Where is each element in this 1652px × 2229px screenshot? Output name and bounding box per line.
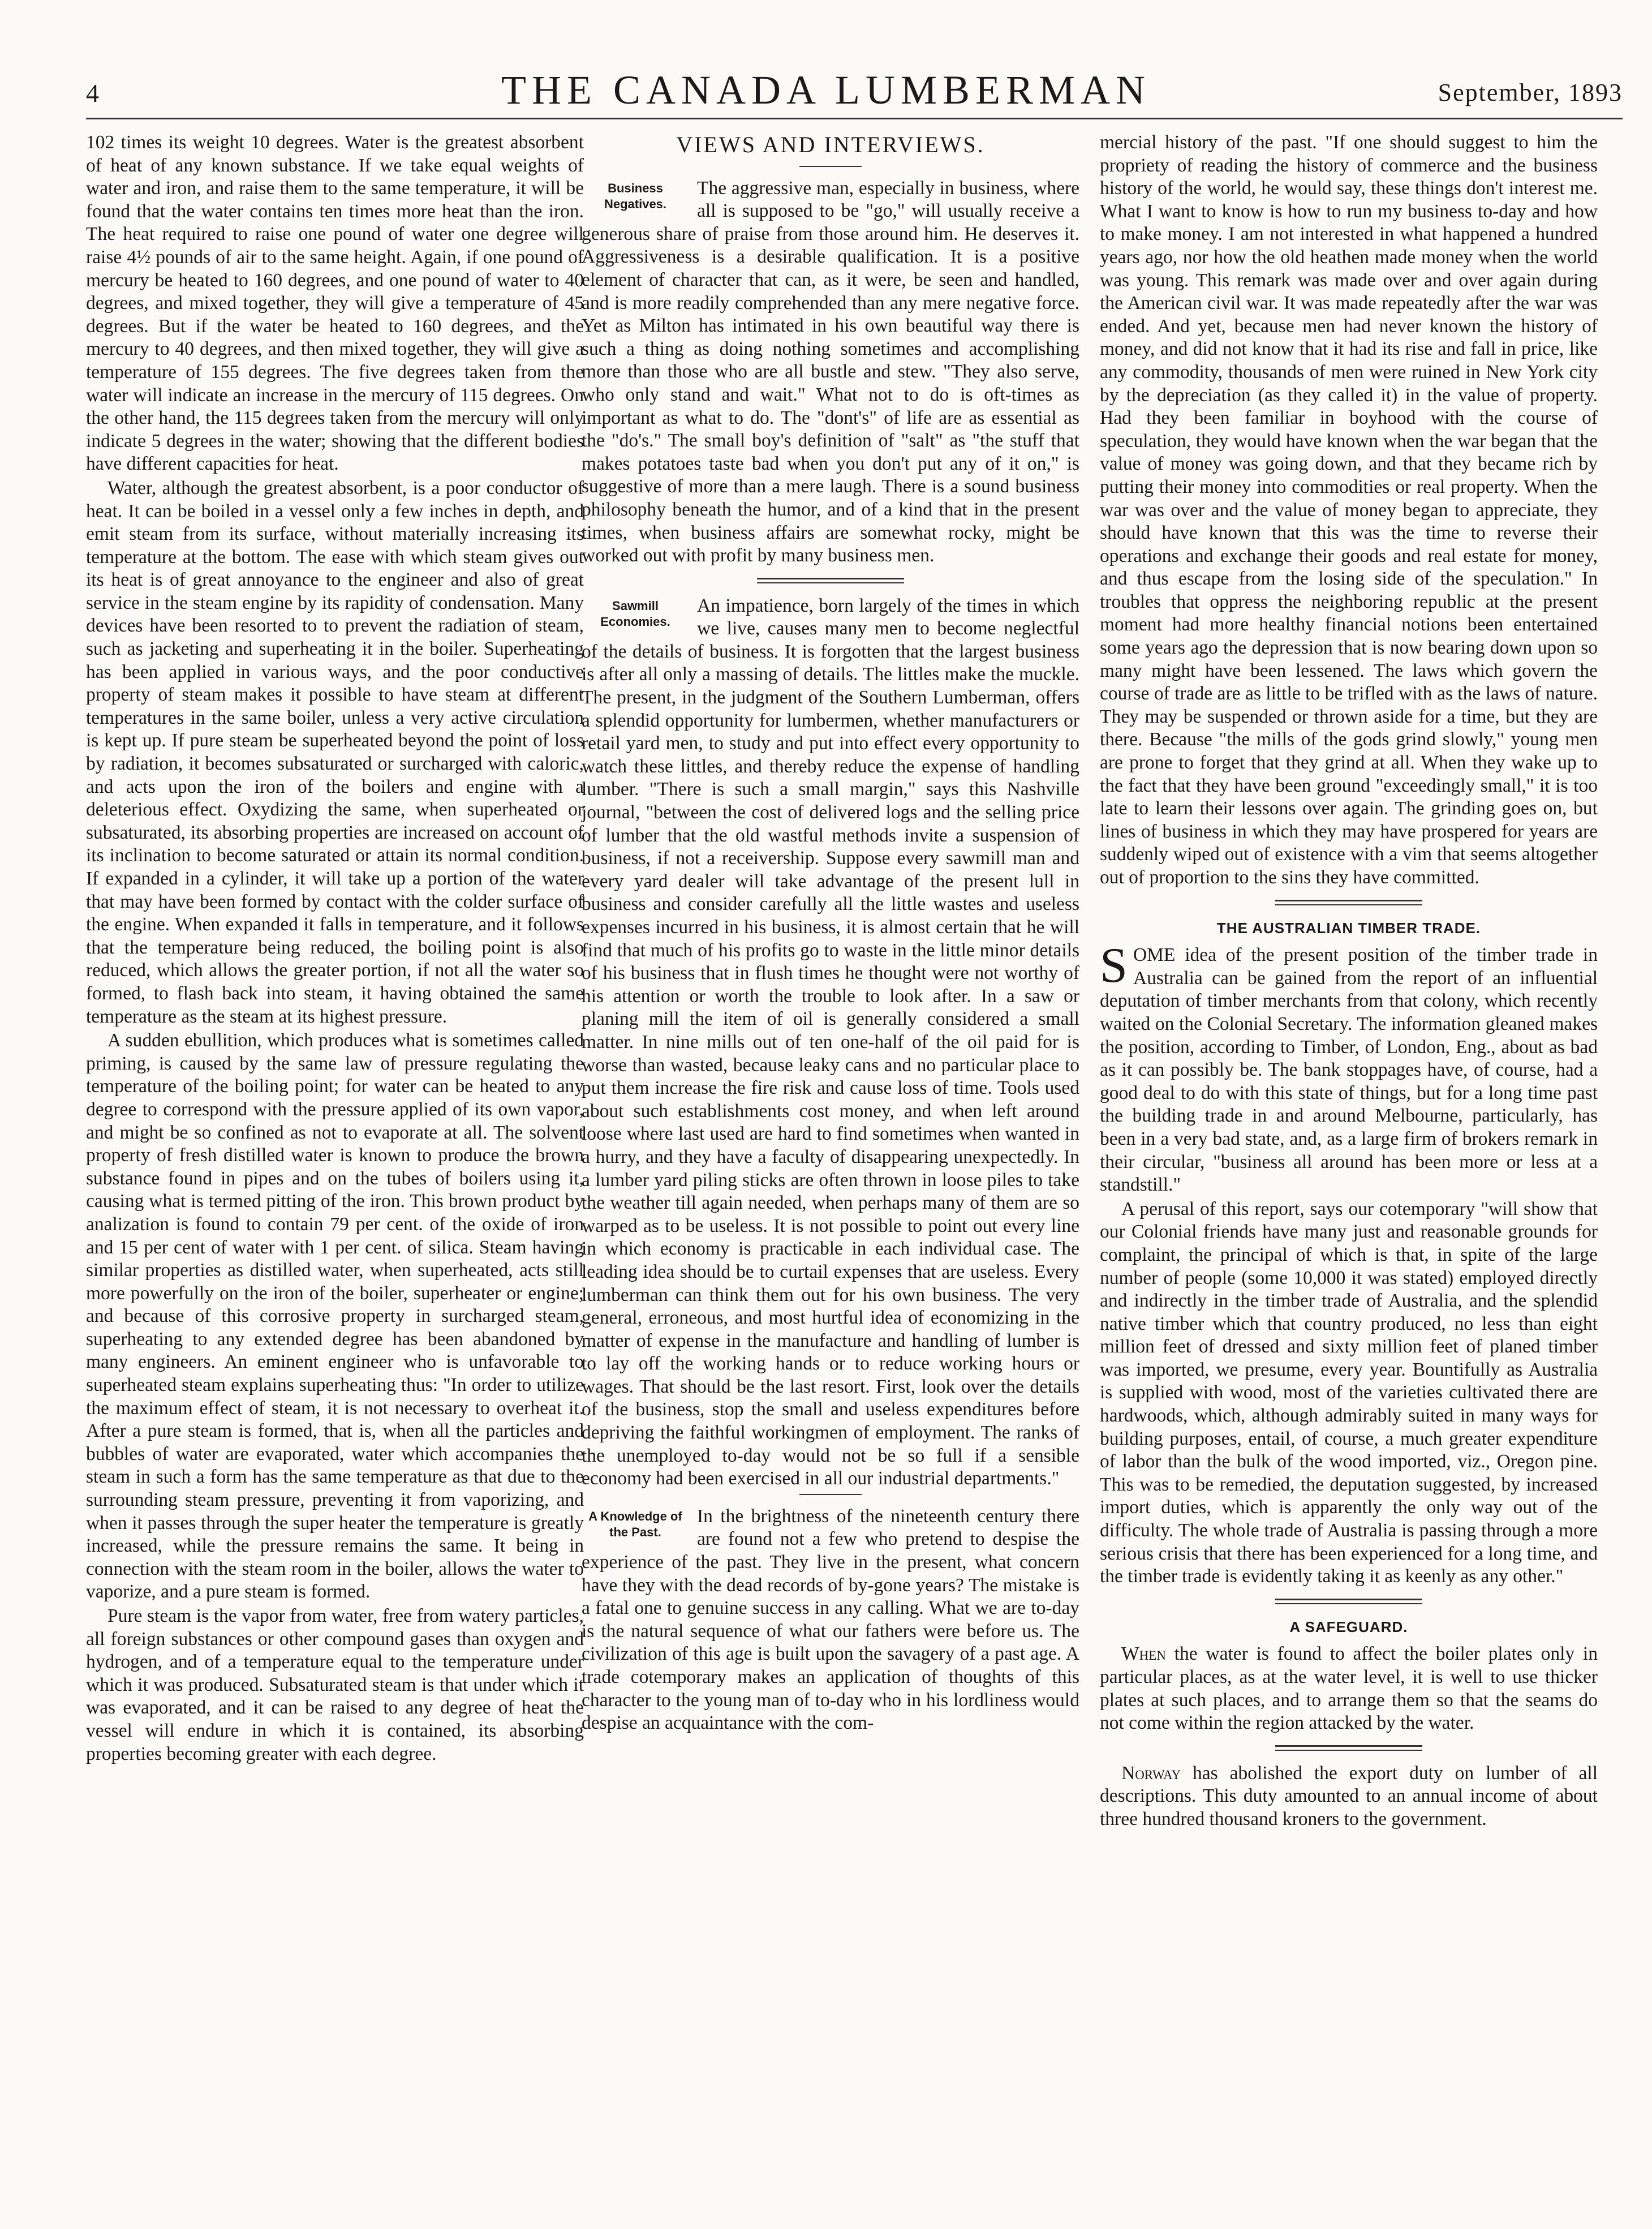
paragraph: Water, although the greatest absorbent, is a poor conductor of heat. It can be boiled in a vessel only a few inches in depth, and emit steam from its surface, without materially increasing its temperature at the bottom. The ease with which steam gives out its heat is of great annoyance to the engineer and also of great service in the steam engine by its rapidity of condensation. Many devices have been resorted to to prevent the radiation of steam, such as jacketing and superheating it in the boiler. Superheating has been applied in various ways, and the poor conductive property of steam makes it possible to have steam at different temperatures in the same boiler, unless a very active circulation is kept up. If pure steam be superheated beyond the point of loss by radiation, it becomes subsaturated or surcharged with caloric, and acts upon the iron of the boilers and engine with a deleterious effect. Oxydizing the same, when superheated or subsaturated, its absorbing properties are increased on account of its inclination to become saturated or attain its normal condition. If expanded in a cylinder, it will take up a portion of the water that may have been formed by contact with the colder surface of the engine. When expanded it falls in temperature, and it follows that the temperature being reduced, the boiling point is also reduced, which allows the greater portion, if not all the water so formed, to flash back into steam, it having obtained the same temperature as the steam at its highest pressure. <box>86 477 584 1027</box>
issue-date: September, 1893 <box>1438 79 1623 106</box>
side-label: A Knowledge of the Past. <box>588 1509 682 1539</box>
paragraph: In the brightness of the nineteenth century there are found not a few who pretend to despise the experience of the past. They live in the present, what concern have they with the dead records of by-gone years? The mistake is a fatal one to genuine success in any calling. What we are to-day is the natural sequence of what our fathers were before us. The civilization of this age is built upon the savagery of a past age. A trade cotemporary makes an application of thoughts of this character to the young man of to-day who in his lordliness would despise an acquaintance with the com- <box>582 1505 1079 1734</box>
paragraph: The aggressive man, especially in business, where all is supposed to be "go," will usually receive a generous share of praise from those around him. He deserves it. Aggressiveness is a desirable qualification. It is a positive element of character that can, as it were, be seen and handled, and is more readily comprehended than any mere negative force. Yet as Milton has intimated in his own beautiful way there is such a thing as doing nothing sometimes and accomplishing more than those who are all bustle and stew. "They also serve, who only stand and wait." What not to do is oft-times as important as what to do. The "dont's" of life are as essential as the "do's." The small boy's definition of "salt" as "the stuff that makes potatoes taste bad when you don't put any of it on," is suggestive of more than a mere laugh. There is a sound business philosophy beneath the humor, and of a kind that in the present times, when business affairs are somewhat rocky, might be worked out with profit by many business men. <box>582 177 1079 566</box>
column-1 <box>86 131 584 1767</box>
paragraph-text: the water is found to affect the boiler plates only in particular places, as at the water level, it is well to use thicker plates at such places, and to arrange them so that the seams do not come within the region attacked by the water. <box>1100 1643 1598 1734</box>
divider <box>757 578 904 583</box>
divider <box>1275 1745 1422 1751</box>
side-label: Sawmill Economies. <box>600 598 670 629</box>
paragraph: mercial history of the past. "If one should suggest to him the propriety of reading the history of commerce and the business history of the world, he would say, these things don't interest me. What I want to know is how to run my business to-day and how to make money. I am not interested in what happened a hundred years ago, nor how the old heathen made money when the world was young. This remark was made over and over again during the American civil war. It was made repeatedly after the war was ended. And yet, because men had never known the history of money, and did not know that it had its rise and fall in price, like any commodity, thousands of men were ruined in New York city by the depreciation (as they called it) in the value of property. Had they been familiar in boyhood with the course of speculation, they would have known when the war began that the value of money was going down, and that they became rich by putting their money into commodities or real property. When the war was over and the value of money began to appreciate, they should have known that this was the time to reverse their operations and exchange their goods and real estate for money, and thus escape from the losing side of the speculation." In troubles that oppress the neighboring republic at the present moment had more healthy financial notions been entertained some years ago the depression that is now bearing down upon so many might have been lessened. The laws which govern the course of trade are as little to be trifled with as the laws of nature. They may be suspended or thrown aside for a time, but they are there. Because "the mills of the gods grind slowly," young men are prone to forget that they grind at all. When they wake up to the fact that they have been ground "exceedingly small," it is too late to learn their lessons over again. The grinding goes on, but lines of business in which they may have prospered for years are suddenly wiped out of existence with a vim that seems altogether out of proportion to the sins they have committed. <box>1100 132 1598 888</box>
paragraph <box>1100 1762 1598 1831</box>
paragraph: Pure steam is the vapor from water, free from watery particles, all foreign substances or other compound gases than oxygen and hydrogen, and of a temperature equal to the temperature under which it was produced. Subsaturated steam is that under which it was evaporated, and it can be raised to any degree of heat the vessel will endure in which it is contained, its absorbing properties becoming greater with each degree. <box>86 1605 584 1764</box>
drop-cap: S <box>1100 938 1128 994</box>
item-sawmill-economies <box>582 595 1079 1491</box>
column-3 <box>1100 131 1598 1832</box>
article-title: A SAFEGUARD. <box>1289 1618 1408 1635</box>
paragraph: An impatience, born largely of the times in which we live, causes many men to become neglectful of the details of business. It is forgotten that the largest business is after all only a massing of details. The littles make the muckle. The present, in the judgment of the Southern Lumberman, offers a splendid opportunity for lumbermen, whether manufacturers or retail yard men, to study and put into effect every opportunity to watch these littles, and thereby reduce the expense of handling lumber. "There is such a small margin," says this Nashville journal, "between the cost of delivered logs and the selling price of lumber that the old wastful methods invite a suspension of business, if not a receivership. Suppose every sawmill man and every yard dealer will take advantage of the present lull in business and consider carefully all the little wastes and useless expenses incurred in his business, it is almost certain that he will find that much of his profits go to waste in the little minor details of his business that in flush times he thought were not worthy of his attention or worth the trouble to look after. In a saw or planing mill the item of oil is generally considered a small matter. In nine mills out of ten one-half of the oil paid for is worse than wasted, because leaky cans and no particular place to put them increase the fire risk and cause loss of time. Tools used about such establishments cost money, and when left around loose where last used are hard to find sometimes when wanted in a hurry, and they have a faculty of disappearing unexpectedly. In a lumber yard piling sticks are often thrown in loose piles to take the weather till again needed, when perhaps many of them are so warped as to be useless. It is not possible to point out every line in which economy is practicable in each individual case. The leading idea should be to curtail expenses that are useless. Every lumberman can think them out for his own business. The very general, erroneous, and most hurtful idea of economizing in the matter of expense in the manufacture and handling of lumber is to lay off the working hands or to reduce working hours or wages. That should be the last resort. First, look over the details of the business, stop the small and useless expenditures before depriving the faithful workingmen of employment. The ranks of the unemployed to-day would not be so full if a sensible economy had been exercised in all our industrial departments." <box>582 595 1079 1489</box>
paragraph: A perusal of this report, says our cotemporary "will show that our Colonial friends have many just and reasonable grounds for complaint, the principal of which is that, in spite of the large number of people (some 10,000 it was stated) employed directly and indirectly in the timber trade of Australia, and the splendid native timber which that country produced, no less than eight million feet of dressed and sixty million feet of planed timber was imported, we presume, every year. Bountifully as Australia is supplied with wood, most of the varieties cultivated there are hardwoods, which, although admirably suited in many ways for building purposes, entail, of course, a much greater expenditure of labor than the bulk of the wood imported, viz., Oregon pine. This was to be remedied, the deputation suggested, by increased import duties, which is apparently the only way out of the difficulty. The whole trade of Australia is passing through a more serious crisis that there has been experienced for a long time, and the timber trade is evidently taking it as keenly as any other." <box>1100 1198 1598 1587</box>
paragraph: 102 times its weight 10 degrees. Water is the greatest absorbent of heat of any known substance. If we take equal weights of water and iron, and raise them to the same temperature, it will be found that the water contains ten times more heat than the iron. The heat required to raise one pound of water one degree will raise 4½ pounds of air to the same height. Again, if one pound of mercury be heated to 160 degrees, and one pound of water to 40 degrees, and mixed together, they will give a temperature of 45 degrees. But if the water be heated to 160 degrees, and the mercury to 40 degrees, and then mixed together, they will give a temperature of 155 degrees. The five degrees taken from the water will indicate an increase in the mercury of 115 degrees. On the other hand, the 115 degrees taken from the mercury will only indicate 5 degrees in the water; showing that the different bodies have different capacities for heat. <box>86 132 584 475</box>
paragraph-text: OME idea of the present position of the timber trade in Australia can be gained from the report of an influential deputation of timber merchants from that colony, which recently waited on the Colonial Secretary. The information gleaned makes the position, according to Timber, of London, Eng., about as bad as it can possibly be. The bank stoppages have, of course, had a good deal to do with this state of things, but for a long time past the building trade in and around Melbourne, particularly, has been in a very bad state, and, as a large firm of brokers remark in their circular, "business all around has been more or less at a standstill." <box>1100 944 1598 1196</box>
divider <box>799 166 862 167</box>
divider <box>1275 900 1422 905</box>
paragraph <box>1100 938 1598 1197</box>
divider <box>799 1494 862 1495</box>
column-2 <box>582 131 1079 1736</box>
lead-word: When <box>1121 1643 1166 1665</box>
newspaper-title: THE CANADA LUMBERMAN <box>501 67 1151 113</box>
page-number: 4 <box>86 79 99 108</box>
article-title: THE AUSTRALIAN TIMBER TRADE. <box>1216 919 1481 937</box>
paragraph <box>1100 1643 1598 1734</box>
lead-word: Norway <box>1121 1762 1181 1784</box>
divider <box>1275 1599 1422 1604</box>
paragraph-text: has abolished the export duty on lumber of all descriptions. This duty amounted to an annual income of about three hundred thousand kroners to the government. <box>1100 1762 1598 1829</box>
masthead <box>0 0 1652 130</box>
item-business-negatives <box>582 177 1079 568</box>
item-knowledge-of-the-past <box>582 1505 1079 1735</box>
paragraph: A sudden ebullition, which produces what is sometimes called priming, is caused by the same law of pressure regulating the temperature of the boiling point; for water can be heated to any degree to correspond with the pressure applied of its own vapor, and might be so confined as not to evaporate at all. The solvent property of fresh distilled water is known to produce the brown substance found in pipes and on the tubes of boilers using it, causing what is termed pitting of the iron. This brown product by analization is found to contain 79 per cent. of the oxide of iron and 15 per cent of water with 1 per cent. of silica. Steam having similar properties as distilled water, when superheated, acts still more powerfully on the iron of the boiler, superheater or engine; and because of this corrosive property in surcharged steam, superheating to any extended degree has been abandoned by many engineers. An eminent engineer who is unfavorable to superheated steam explains superheating thus: "In order to utilize the maximum effect of steam, it is not necessary to overheat it. After a pure steam is formed, that is, when all the particles and bubbles of water are evaporated, water which accompanies the steam in such a form has the same temperature as that due to the surrounding steam pressure, preventing it from vaporizing, and when it passes through the super heater the temperature is greatly increased, while the pressure remains the same. It being in connection with the steam room in the boiler, allows the water to vaporize, and a pure steam is formed. <box>86 1030 584 1603</box>
masthead-rule <box>86 118 1623 119</box>
section-title: VIEWS AND INTERVIEWS. <box>676 132 985 157</box>
side-label: Business Negatives. <box>604 181 667 211</box>
